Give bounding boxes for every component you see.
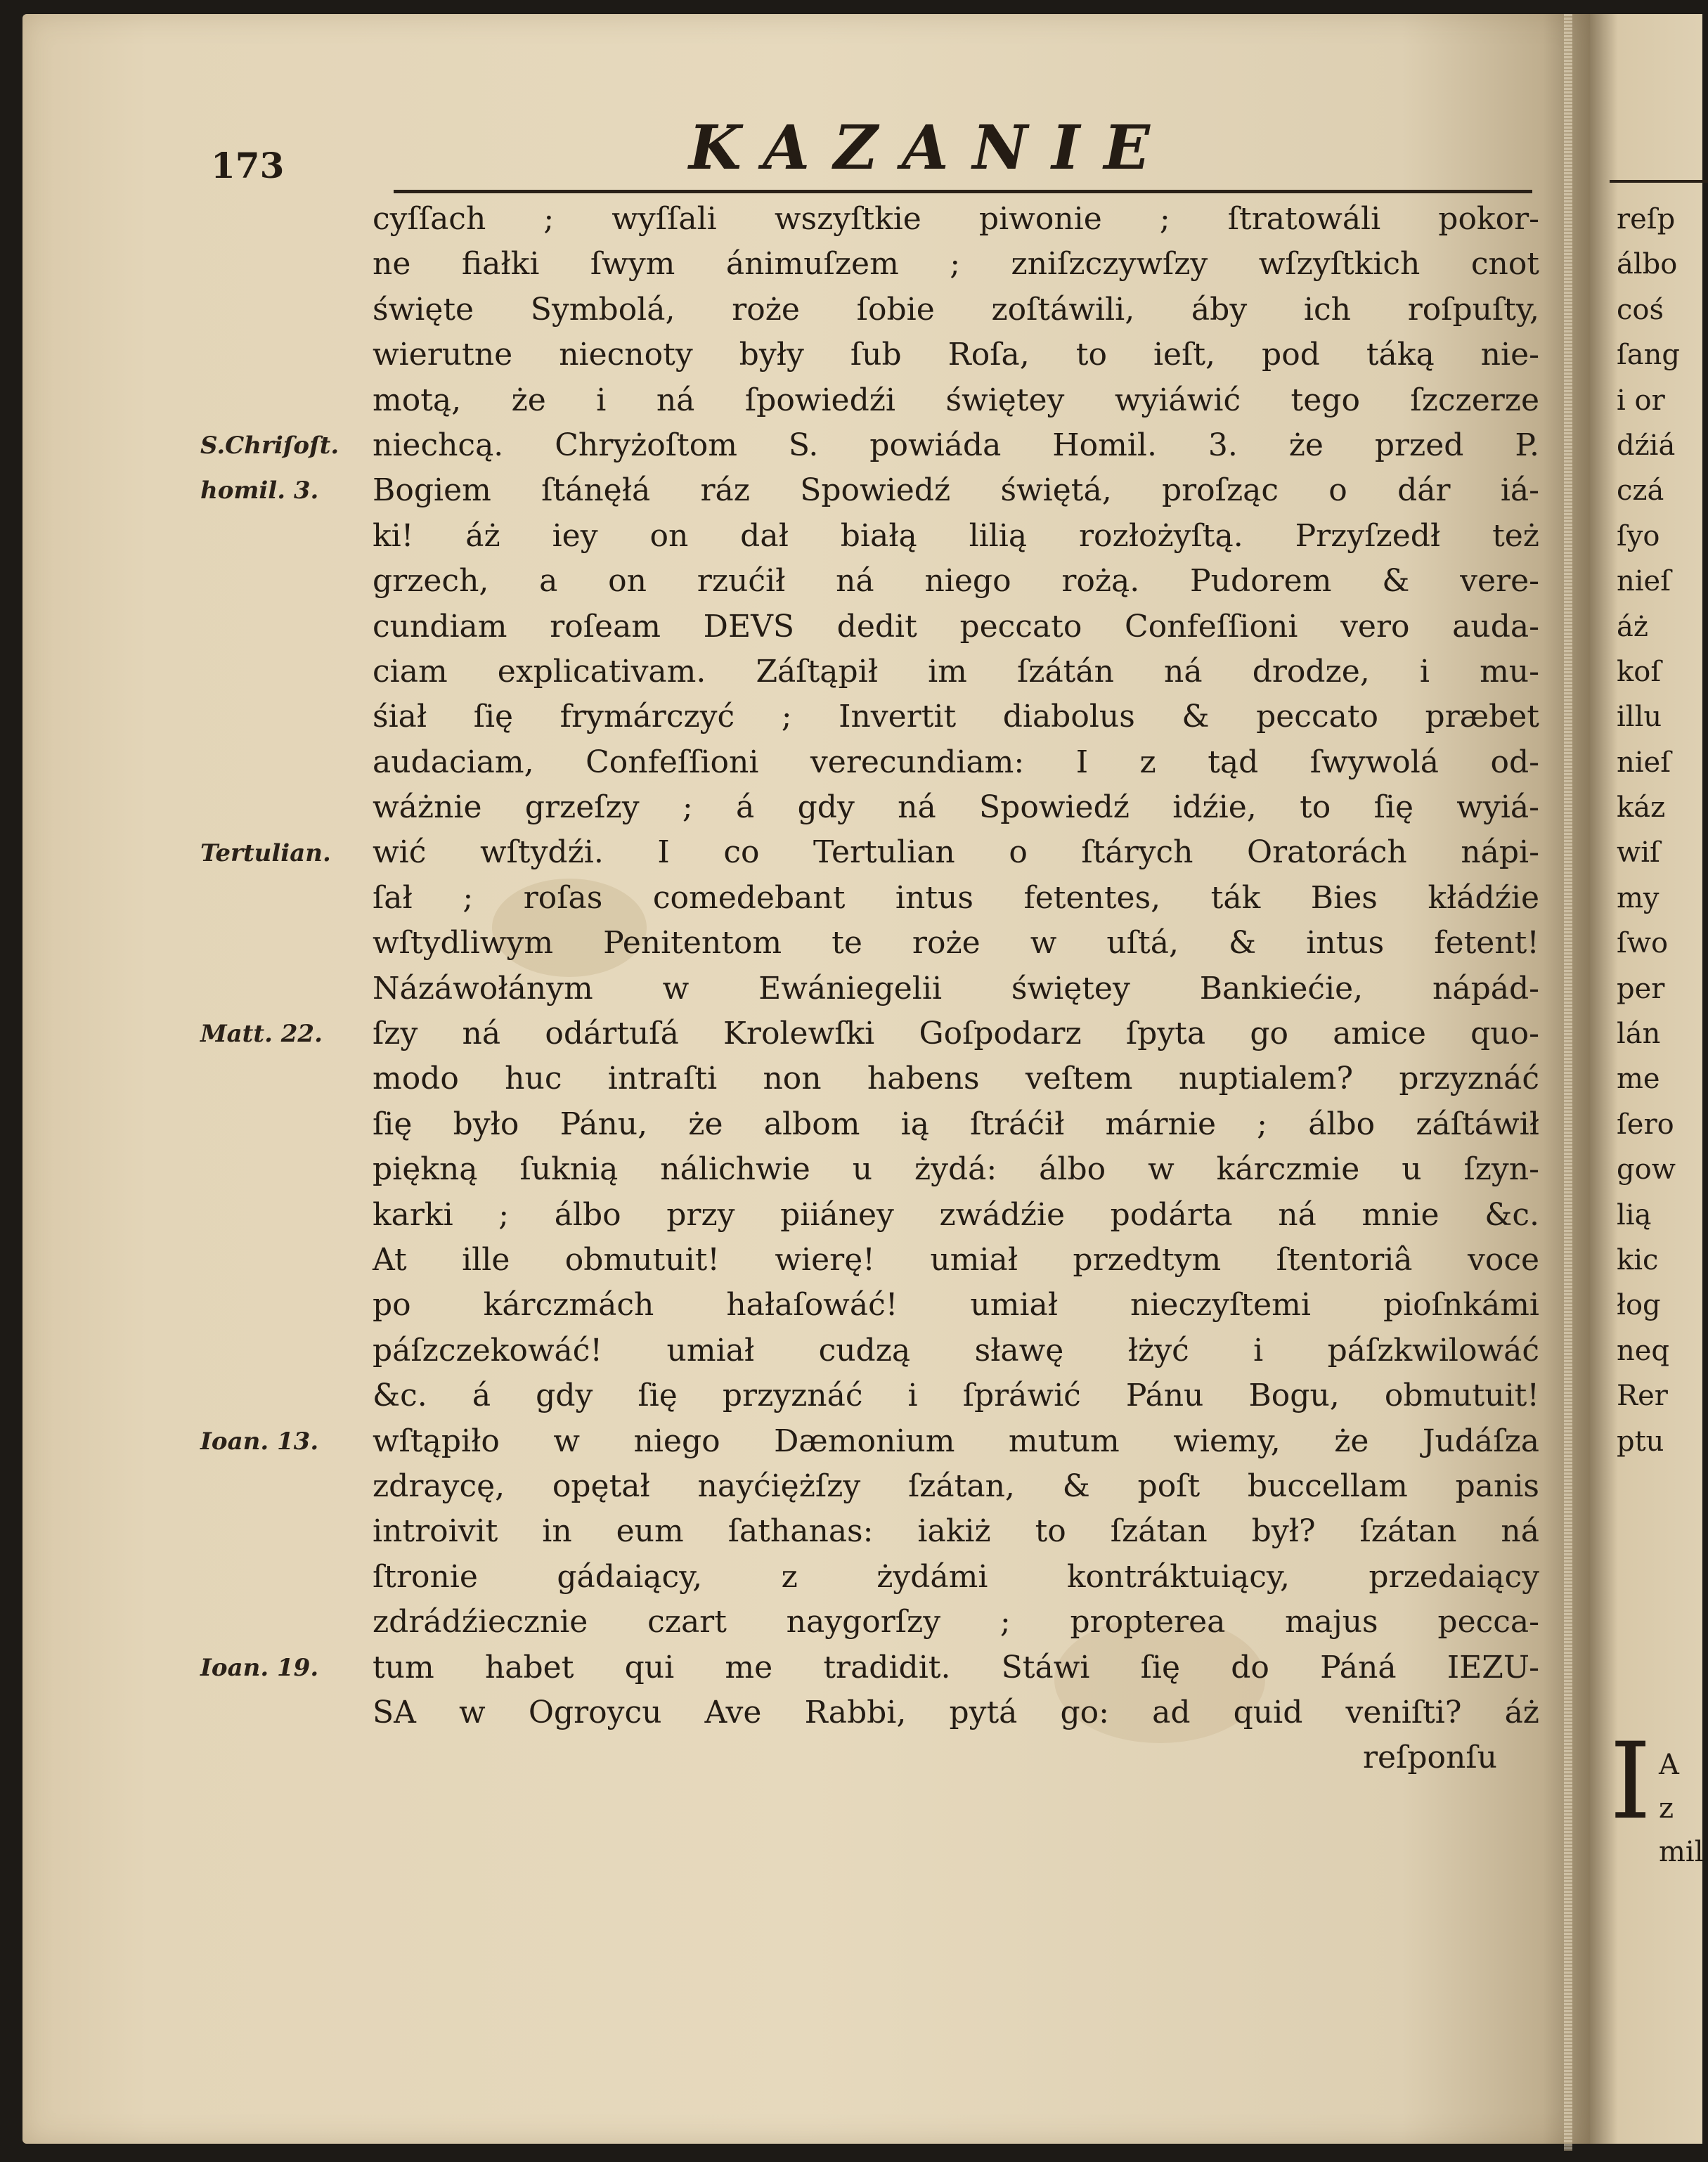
text-line: Bogiem ſtánęłá ráz Spowiedź świętá, proſząc o dár iá- — [373, 472, 1539, 509]
next-page-line-fragment: áż — [1617, 610, 1648, 643]
margin-note: Ioan. 13. — [200, 1427, 319, 1456]
text-line: audaciam, Confeſſioni verecundiam: I z tąd ſwywolá od- — [373, 744, 1539, 780]
next-page-line-fragment: dźiá — [1617, 429, 1676, 462]
next-page-initial-fragment: z — [1659, 1792, 1674, 1825]
text-line: cyſſach ; wyſſali wszyſtkie piwonie ; ſtratowáli pokor- — [373, 201, 1539, 237]
text-line: páſzczekowáć! umiał cudzą sławę łżyć i páſzkwilowáć — [373, 1332, 1539, 1368]
next-page-line-fragment: koſ — [1617, 655, 1662, 688]
next-page-line-fragment: per — [1617, 972, 1665, 1005]
next-page-line-fragment: i or — [1617, 384, 1665, 417]
text-line: śiał ſię frymárczyć ; Invertit diabolus & peccato præbet — [373, 699, 1539, 735]
text-line: Názáwołánym w Ewániegelii świętey Bankiećie, nápád- — [373, 970, 1539, 1006]
next-page-line-fragment: ſang — [1617, 339, 1681, 372]
text-line: ſał ; roſas comedebant intus fetentes, ták Bies kłádźie — [373, 879, 1539, 916]
text-line: piękną ſuknią nálichwie u żydá: álbo w kárczmie u ſzyn- — [373, 1151, 1539, 1188]
next-page-line-fragment: neq — [1617, 1334, 1670, 1367]
margin-note: S.Chriſoſt. — [200, 432, 339, 460]
text-line: &c. á gdy ſię przyznáć i ſpráwić Pánu Bogu, obmutuit! — [373, 1378, 1539, 1414]
text-line: zdraycę, opętał nayćiężſzy ſzátan, & poſt buccellam panis — [373, 1468, 1539, 1504]
text-line: wierutne niecnoty były ſub Roſa, to ieſt, pod táką nie- — [373, 337, 1539, 373]
text-line: wáżnie grzeſzy ; á gdy ná Spowiedź idźie, to ſię wyiá- — [373, 789, 1539, 826]
margin-note: Ioan. 19. — [200, 1653, 319, 1682]
margin-note: homil. 3. — [200, 477, 319, 505]
page-edge — [1564, 14, 1572, 2151]
text-line: cundiam roſeam DEVS dedit peccato Confeſſioni vero auda- — [373, 608, 1539, 645]
text-line: ſtronie gádaiący, z żydámi kontráktuiący, przedaiący — [373, 1558, 1539, 1595]
next-page-line-fragment: wiſ — [1617, 836, 1660, 869]
text-line: wſtydliwym Penitentom te roże w uſtá, & intus fetent! — [373, 925, 1539, 962]
text-line: karki ; álbo przy piiáney zwádźie podárta ná mnie &c. — [373, 1196, 1539, 1233]
next-page-line-fragment: łog — [1617, 1289, 1661, 1322]
text-line: święte Symbolá, roże ſobie zoſtáwili, áby ich roſpuſty, — [373, 291, 1539, 328]
next-page-rule — [1610, 180, 1708, 183]
next-page-line-fragment: ſyo — [1617, 519, 1660, 552]
text-line: ne fiałki ſwym ánimuſzem ; zniſzczywſzy wſzyſtkich cnot — [373, 246, 1539, 283]
next-page-line-fragment: ptu — [1617, 1425, 1664, 1458]
text-line: tum habet qui me tradidit. Stáwi ſię do Páná IEZU- — [373, 1649, 1539, 1685]
next-page-line-fragment: lán — [1617, 1018, 1661, 1051]
next-page-line-fragment: lią — [1617, 1198, 1652, 1231]
next-page-line-fragment: czá — [1617, 474, 1664, 507]
next-page-line-fragment: me — [1617, 1063, 1660, 1096]
text-line: ciam explicativam. Záſtąpił im ſzátán ná drodze, i mu- — [373, 653, 1539, 690]
text-line: motą, że i ná ſpowiedźi świętey wyiáwić tego ſzczerze — [373, 382, 1539, 418]
text-line: ſię było Pánu, że albom ią ſtráćił márnie ; álbo záſtáwił — [373, 1106, 1539, 1142]
text-line: SA w Ogroycu Ave Rabbi, pytá go: ad quid veniſti? áż — [373, 1694, 1539, 1730]
next-page-line-fragment: coś — [1617, 293, 1664, 326]
body-text — [373, 197, 1539, 1781]
next-page-initial-fragment: mil — [1659, 1836, 1704, 1868]
page-number: 173 — [211, 145, 285, 186]
next-page-line-fragment: nieſ — [1617, 565, 1671, 598]
next-page-line-fragment: nieſ — [1617, 746, 1671, 779]
text-line: modo huc intraſti non habens veſtem nuptialem? przyznáć — [373, 1061, 1539, 1097]
next-page-line-fragment: reſp — [1617, 203, 1676, 235]
next-page-drop-initial: I — [1610, 1721, 1652, 1843]
next-page-line-fragment: ſero — [1617, 1108, 1674, 1141]
next-page-column — [1617, 197, 1680, 1464]
text-line: zdrádźiecznie czart naygorſzy ; propterea majus pecca- — [373, 1604, 1539, 1640]
text-line: grzech, a on rzućił ná niego rożą. Pudorem & vere- — [373, 563, 1539, 600]
running-head: KAZANIE — [689, 112, 1174, 183]
text-line: ſzy ná odártuſá Krolewſki Goſpodarz ſpyta go amice quo- — [373, 1016, 1539, 1052]
margin-note: Tertulian. — [200, 839, 331, 867]
next-page-line-fragment: ſwo — [1617, 927, 1669, 960]
next-page-line-fragment: Rer — [1617, 1380, 1668, 1413]
text-line: wſtąpiło w niego Dæmonium mutum wiemy, że Judáſza — [373, 1423, 1539, 1459]
text-line: ki! áż iey on dał białą lilią rozłożyſtą. Przyſzedł też — [373, 517, 1539, 554]
next-page-line-fragment: my — [1617, 881, 1660, 914]
next-page-line-fragment: gow — [1617, 1153, 1676, 1186]
next-page-line-fragment: álbo — [1617, 248, 1678, 281]
margin-note: Matt. 22. — [200, 1020, 323, 1049]
text-line: At ille obmutuit! wierę! umiał przedtym ſtentoriâ voce — [373, 1241, 1539, 1278]
next-page-line-fragment: illu — [1617, 701, 1662, 734]
next-page-initial-text — [1659, 1743, 1704, 1874]
text-line: niechcą. Chryżoſtom S. powiáda Homil. 3. że przed P. — [373, 427, 1539, 463]
header-rule — [394, 190, 1532, 193]
next-page-line-fragment: kic — [1617, 1243, 1659, 1276]
text-line: introivit in eum ſathanas: iakiż to ſzátan był? ſzátan ná — [373, 1513, 1539, 1550]
catchword: reſponſu — [1363, 1740, 1497, 1776]
text-line: po kárczmách hałaſowáć! umiał nieczyſtemi pioſnkámi — [373, 1287, 1539, 1323]
text-line: wić wſtydźi. I co Tertulian o ſtárych Oratorách nápi- — [373, 834, 1539, 871]
next-page-line-fragment: káz — [1617, 791, 1666, 824]
next-page-initial-fragment: A — [1659, 1749, 1679, 1781]
